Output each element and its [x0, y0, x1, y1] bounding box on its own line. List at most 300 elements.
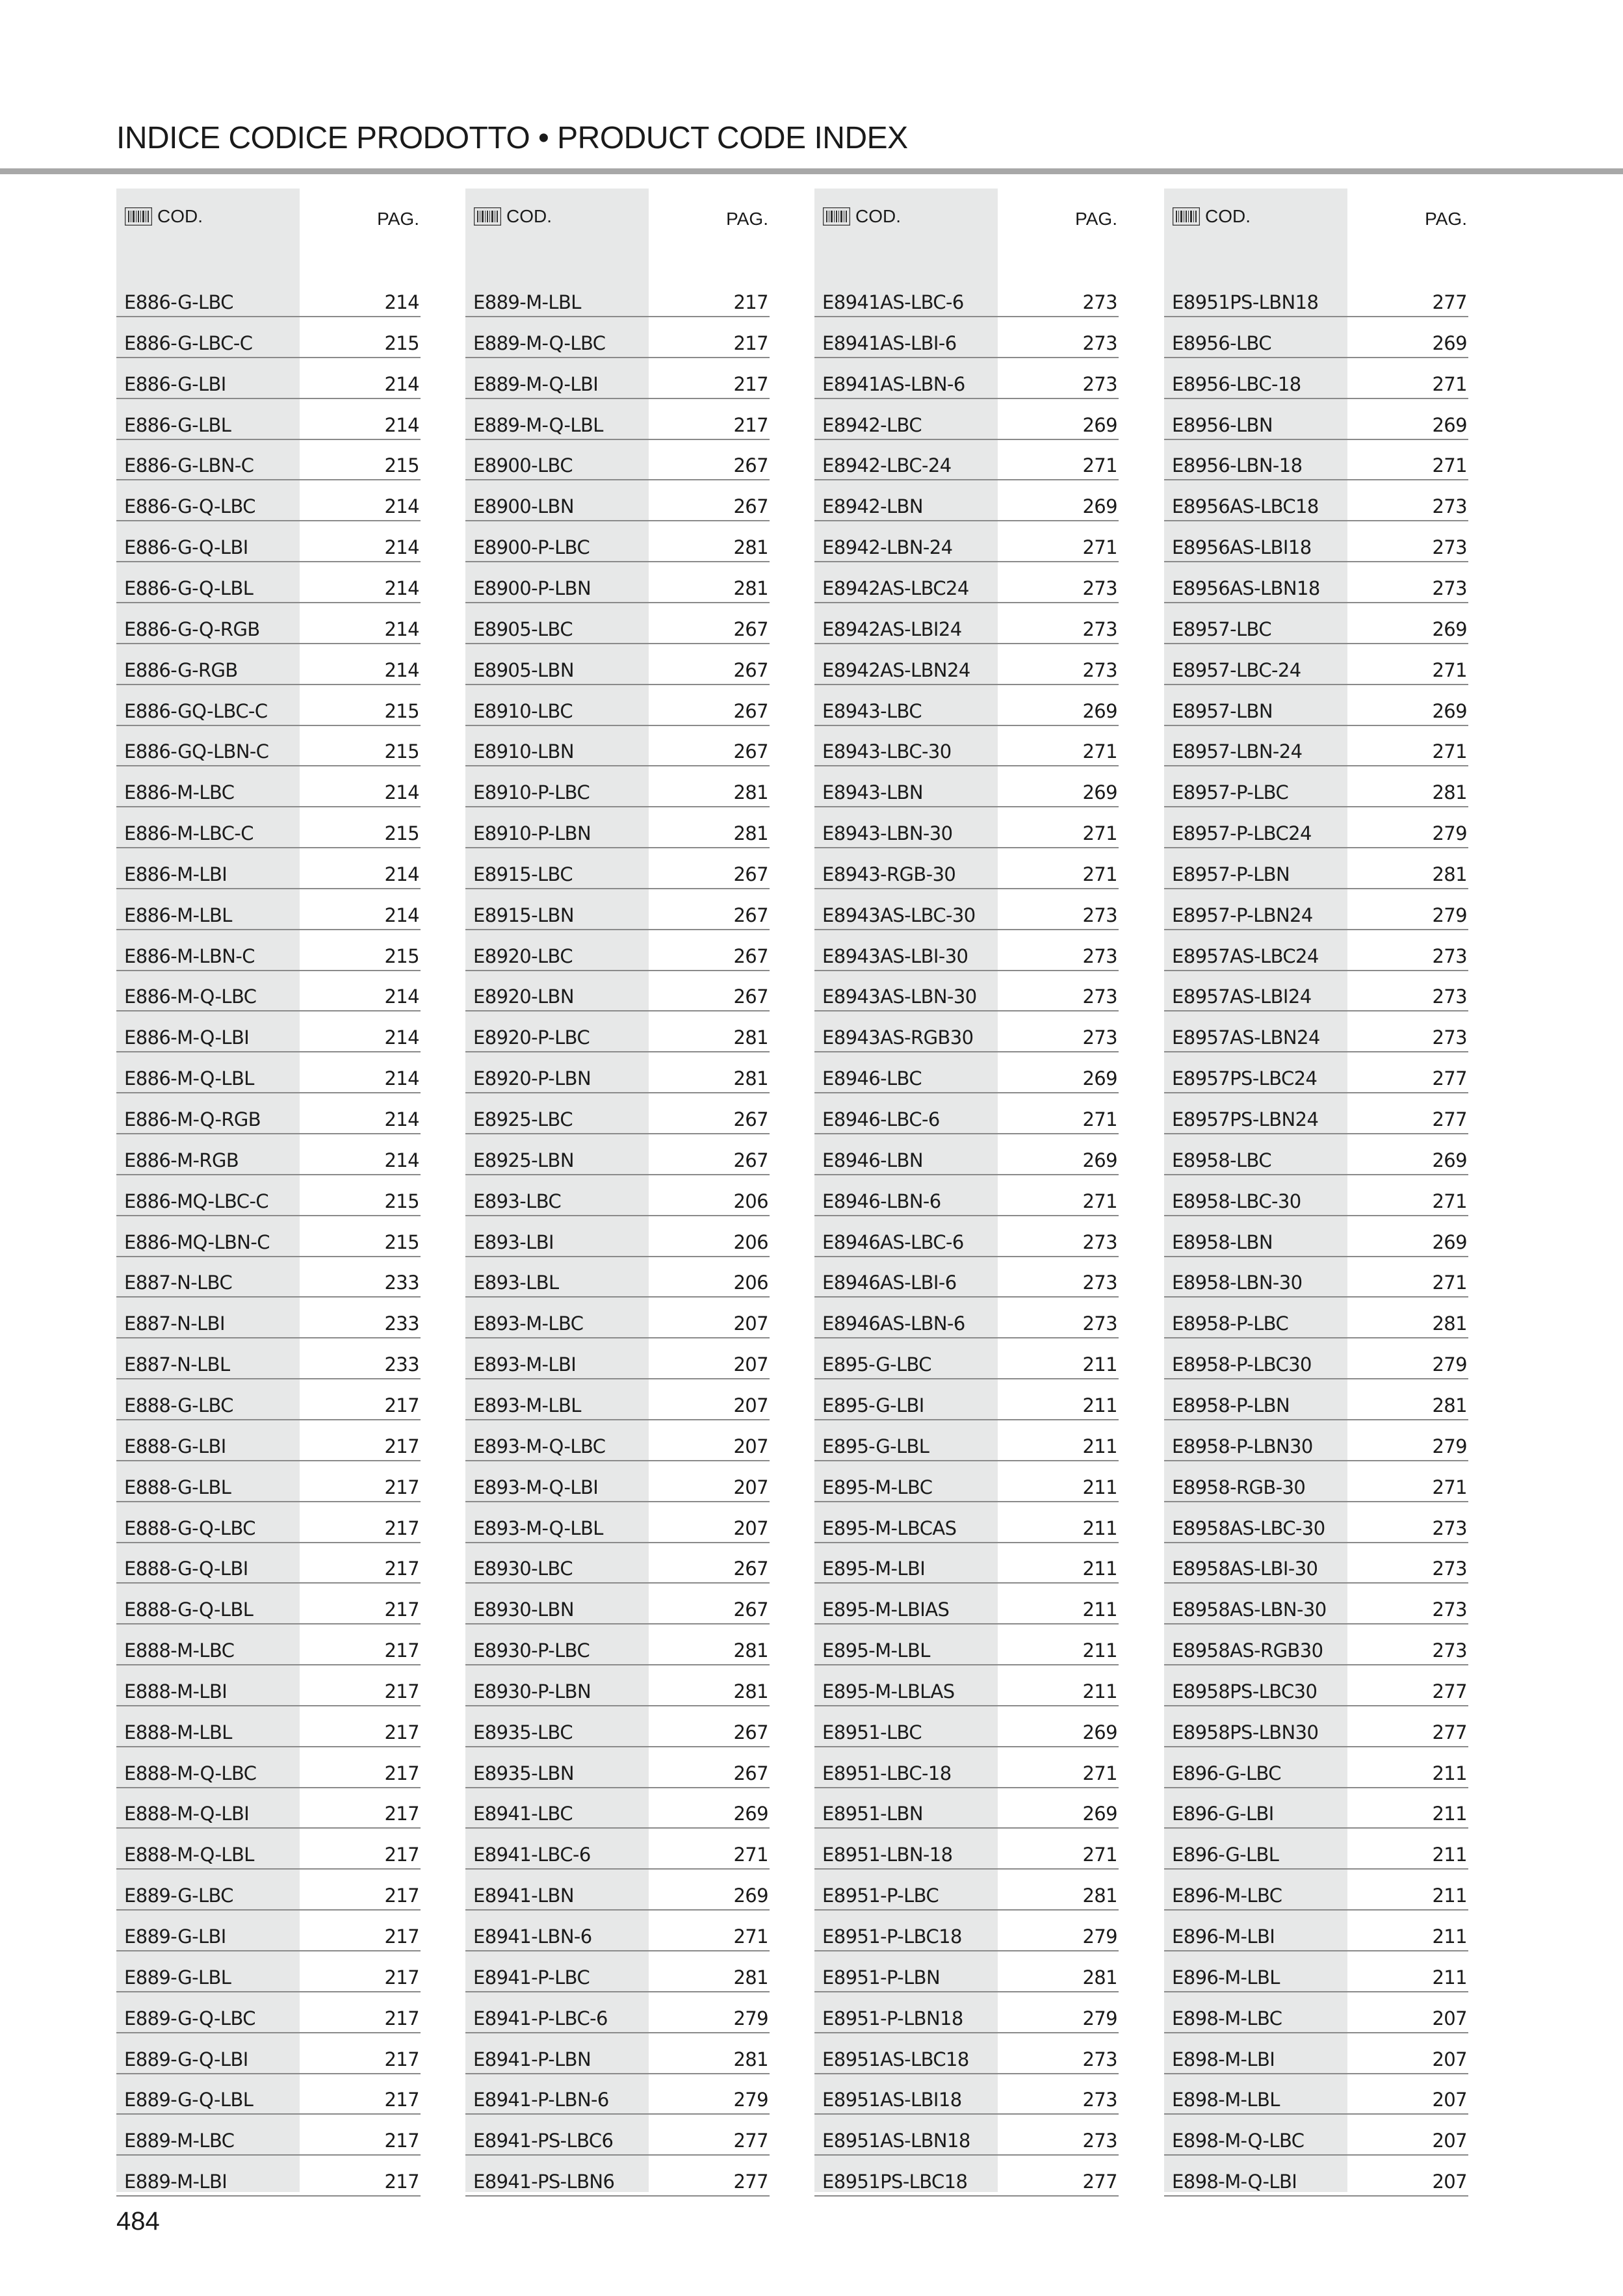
product-code: E8942-LBN: [822, 495, 923, 518]
index-row: [465, 1789, 770, 1829]
product-code: E886-G-LBC: [124, 291, 233, 313]
index-row: [116, 768, 421, 807]
product-code: E8942AS-LBI24: [822, 618, 962, 640]
product-code: E8958-LBN: [1172, 1231, 1273, 1253]
page-header-label: PAG.: [377, 209, 419, 229]
index-row: [1164, 441, 1468, 480]
page-reference: 281: [733, 536, 768, 559]
index-row: [465, 482, 770, 521]
product-code: E893-M-LBL: [473, 1394, 581, 1416]
product-code: E8957PS-LBN24: [1172, 1108, 1319, 1130]
index-row: [116, 1667, 421, 1706]
product-code: E8900-LBC: [473, 454, 573, 477]
product-code: E8943-LBC: [822, 699, 922, 722]
index-row: [465, 1953, 770, 1992]
product-code: E8942-LBC: [822, 413, 922, 436]
page-reference: 211: [1432, 1803, 1467, 1825]
product-code: E8920-LBC: [473, 945, 573, 967]
page-reference: 273: [1432, 536, 1467, 559]
index-row: [814, 1626, 1119, 1665]
index-row: [116, 891, 421, 930]
index-row: [465, 1667, 770, 1706]
product-code: E8958-LBN-30: [1172, 1272, 1303, 1294]
index-row: [1164, 1749, 1468, 1788]
page-reference: 207: [1432, 2130, 1467, 2152]
index-row: [465, 1912, 770, 1951]
product-code: E8910-P-LBC: [473, 781, 590, 804]
page-reference: 211: [1082, 1639, 1117, 1662]
index-row: [1164, 2075, 1468, 2115]
product-code: E8956AS-LBN18: [1172, 577, 1320, 599]
page-reference: 211: [1432, 1925, 1467, 1948]
page-reference: 217: [384, 1762, 419, 1784]
page-reference: 207: [1432, 2171, 1467, 2193]
index-row: [465, 523, 770, 562]
product-code: E8941-P-LBN-6: [473, 2089, 609, 2111]
page-reference: 267: [733, 985, 768, 1008]
index-row: [465, 932, 770, 971]
barcode-icon: [1173, 207, 1200, 226]
product-code: E8941-LBN-6: [473, 1925, 592, 1948]
index-row: [116, 1177, 421, 1216]
index-row: [116, 972, 421, 1011]
page-reference: 214: [384, 536, 419, 559]
index-row: [1164, 1136, 1468, 1175]
product-code: E889-G-LBC: [124, 1885, 233, 1907]
page-reference: 271: [1432, 659, 1467, 681]
product-code: E888-G-Q-LBL: [124, 1598, 253, 1621]
index-row: [465, 891, 770, 930]
index-row: [1164, 850, 1468, 889]
page-reference: 269: [1432, 618, 1467, 640]
product-code: E886-G-LBL: [124, 413, 231, 436]
index-row: [465, 1830, 770, 1870]
index-row: [1164, 809, 1468, 848]
index-row: [116, 727, 421, 766]
product-code: E886-G-RGB: [124, 659, 238, 681]
product-code: E8930-LBN: [473, 1598, 574, 1621]
page-reference: 267: [733, 1149, 768, 1171]
page-reference: 217: [384, 2130, 419, 2152]
index-row: [1164, 1912, 1468, 1951]
page-reference: 277: [1432, 1680, 1467, 1702]
page-reference: 281: [733, 2048, 768, 2070]
index-row: [465, 1054, 770, 1093]
product-code: E898-M-LBL: [1172, 2089, 1280, 2111]
page-reference: 211: [1432, 1885, 1467, 1907]
product-code: E886-M-Q-RGB: [124, 1108, 261, 1130]
page-reference: 269: [1432, 699, 1467, 722]
product-code: E8946-LBN-6: [822, 1190, 941, 1212]
product-code: E8941AS-LBC-6: [822, 291, 964, 313]
index-row: [1164, 686, 1468, 726]
page-reference: 271: [1082, 1108, 1117, 1130]
page-reference: 277: [1082, 2171, 1117, 2193]
index-row: [814, 1912, 1119, 1951]
index-row: [465, 441, 770, 480]
product-code: E886-M-LBC-C: [124, 822, 253, 845]
page-reference: 217: [384, 1476, 419, 1498]
page-reference: 279: [733, 2007, 768, 2029]
code-header: [474, 206, 552, 227]
page-reference: 271: [1432, 454, 1467, 477]
column-header: [465, 189, 770, 252]
page-reference: 233: [384, 1353, 419, 1376]
index-row: [116, 850, 421, 889]
page-reference: 273: [1432, 1517, 1467, 1539]
index-row: [814, 1422, 1119, 1461]
page-reference: 217: [384, 2171, 419, 2193]
product-code: E893-M-Q-LBI: [473, 1476, 599, 1498]
product-code: E888-G-LBC: [124, 1394, 233, 1416]
page-reference: 281: [733, 822, 768, 845]
product-code: E886-G-LBI: [124, 372, 226, 395]
index-row: [1164, 1871, 1468, 1911]
product-code: E889-M-Q-LBI: [473, 372, 599, 395]
page-reference: 267: [733, 659, 768, 681]
code-header-label: COD.: [1205, 206, 1251, 226]
product-code: E889-M-LBL: [473, 291, 581, 313]
index-row: [465, 278, 770, 317]
index-row: [116, 1054, 421, 1093]
product-code: E893-M-LBC: [473, 1312, 584, 1335]
product-code: E895-G-LBI: [822, 1394, 924, 1416]
page-reference: 273: [1432, 1598, 1467, 1621]
page-reference: 269: [1082, 781, 1117, 804]
page-reference: 214: [384, 1108, 419, 1130]
product-code: E893-LBC: [473, 1190, 562, 1212]
page-reference: 273: [1432, 1639, 1467, 1662]
page-reference: 281: [733, 1067, 768, 1090]
index-row: [1164, 1258, 1468, 1298]
page-reference: 217: [733, 413, 768, 436]
index-row: [465, 646, 770, 685]
product-code: E8957-LBN: [1172, 699, 1273, 722]
page-reference: 207: [733, 1517, 768, 1539]
product-code: E898-M-Q-LBI: [1172, 2171, 1297, 2193]
index-row: [814, 2116, 1119, 2156]
index-row: [116, 1218, 421, 1257]
product-code: E8958-LBC-30: [1172, 1190, 1301, 1212]
page-reference: 269: [733, 1885, 768, 1907]
index-row: [465, 1177, 770, 1216]
page-reference: 281: [733, 1639, 768, 1662]
index-row: [465, 359, 770, 399]
page-reference: 267: [733, 1721, 768, 1743]
product-code: E8943AS-LBI-30: [822, 945, 968, 967]
index-row: [465, 727, 770, 766]
product-code: E8925-LBN: [473, 1149, 574, 1171]
index-row: [465, 1463, 770, 1502]
product-code: E8900-P-LBC: [473, 536, 590, 559]
column-header: [116, 189, 421, 252]
page-reference: 273: [1432, 945, 1467, 967]
index-row: [1164, 605, 1468, 644]
index-row: [814, 850, 1119, 889]
page-reference: 269: [1082, 1803, 1117, 1825]
page-reference: 214: [384, 618, 419, 640]
page-reference: 279: [1082, 2007, 1117, 2029]
page-reference: 267: [733, 699, 768, 722]
product-code: E893-LBI: [473, 1231, 554, 1253]
index-row: [1164, 932, 1468, 971]
page-reference: 211: [1432, 1966, 1467, 1989]
product-code: E886-M-Q-LBI: [124, 1026, 250, 1049]
index-row: [465, 972, 770, 1011]
page-title: INDICE CODICE PRODOTTO • PRODUCT CODE INDEX: [116, 121, 908, 155]
product-code: E8957AS-LBI24: [1172, 985, 1312, 1008]
page-reference: 271: [1432, 1190, 1467, 1212]
page-reference: 207: [1432, 2007, 1467, 2029]
product-code: E8946-LBN: [822, 1149, 923, 1171]
page-reference: 214: [384, 372, 419, 395]
index-row: [1164, 2035, 1468, 2074]
index-row: [116, 2035, 421, 2074]
page-reference: 267: [733, 1558, 768, 1580]
product-code: E8900-P-LBN: [473, 577, 591, 599]
page-reference: 214: [384, 985, 419, 1008]
page-reference: 281: [1432, 781, 1467, 804]
page-reference: 271: [1082, 863, 1117, 885]
index-row: [814, 891, 1119, 930]
index-row: [116, 1013, 421, 1052]
index-row: [1164, 1830, 1468, 1870]
product-code: E8925-LBC: [473, 1108, 573, 1130]
index-row: [814, 972, 1119, 1011]
page-reference: 211: [1082, 1435, 1117, 1457]
index-row: [465, 605, 770, 644]
index-row: [116, 932, 421, 971]
index-row: [465, 1381, 770, 1420]
page-reference: 277: [1432, 1108, 1467, 1130]
index-row: [116, 605, 421, 644]
page-reference: 269: [1082, 1067, 1117, 1090]
page-reference: 273: [1082, 2130, 1117, 2152]
page-reference: 273: [1082, 1312, 1117, 1335]
index-row: [814, 686, 1119, 726]
page-reference: 214: [384, 1026, 419, 1049]
product-code: E888-M-LBI: [124, 1680, 227, 1702]
product-code: E8930-P-LBC: [473, 1639, 590, 1662]
page-reference: 217: [733, 372, 768, 395]
product-code: E8943-LBN: [822, 781, 923, 804]
product-code: E8956AS-LBC18: [1172, 495, 1319, 518]
index-row: [814, 1299, 1119, 1338]
product-code: E8951AS-LBN18: [822, 2130, 970, 2152]
product-code: E8958-P-LBN30: [1172, 1435, 1313, 1457]
index-row: [1164, 1381, 1468, 1420]
index-row: [1164, 1585, 1468, 1624]
index-row: [814, 278, 1119, 317]
index-row: [1164, 1299, 1468, 1338]
page-reference: 217: [384, 1598, 419, 1621]
product-code: E886-G-Q-LBI: [124, 536, 248, 559]
index-row: [465, 2157, 770, 2197]
index-row: [814, 1095, 1119, 1134]
product-code: E889-G-LBL: [124, 1966, 231, 1989]
index-row: [814, 1218, 1119, 1257]
page-reference: 269: [1432, 1149, 1467, 1171]
page-reference: 207: [733, 1476, 768, 1498]
product-code: E896-M-LBI: [1172, 1925, 1275, 1948]
product-code: E8942AS-LBN24: [822, 659, 970, 681]
product-code: E8957-LBN-24: [1172, 740, 1303, 763]
index-row: [465, 1422, 770, 1461]
page-reference: 214: [384, 863, 419, 885]
page-reference: 273: [1082, 945, 1117, 967]
product-code: E886-M-LBL: [124, 904, 232, 926]
page-reference: 217: [384, 1803, 419, 1825]
index-row: [116, 1095, 421, 1134]
page-reference: 211: [1082, 1558, 1117, 1580]
page-reference: 271: [1432, 740, 1467, 763]
page-header-label: PAG.: [1425, 209, 1467, 229]
index-row: [465, 1585, 770, 1624]
product-code: E8958-P-LBC30: [1172, 1353, 1312, 1376]
index-row: [1164, 2116, 1468, 2156]
product-code: E8942AS-LBC24: [822, 577, 969, 599]
page-reference: 206: [733, 1190, 768, 1212]
index-row: [465, 1749, 770, 1788]
barcode-icon: [823, 207, 850, 226]
page-reference: 279: [733, 2089, 768, 2111]
page-reference: 271: [1432, 1476, 1467, 1498]
index-row: [465, 319, 770, 358]
product-code: E8958-RGB-30: [1172, 1476, 1306, 1498]
index-row: [116, 2075, 421, 2115]
page-reference: 211: [1432, 1762, 1467, 1784]
page-reference: 267: [733, 945, 768, 967]
index-row: [814, 727, 1119, 766]
page-reference: 217: [384, 1680, 419, 1702]
page-reference: 277: [733, 2130, 768, 2152]
product-code: E8957-LBC: [1172, 618, 1271, 640]
index-row: [116, 400, 421, 440]
product-code: E888-G-Q-LBC: [124, 1517, 255, 1539]
product-code: E8956-LBC-18: [1172, 372, 1301, 395]
page-reference: 211: [1082, 1598, 1117, 1621]
index-row: [116, 1830, 421, 1870]
page-reference: 273: [1082, 2089, 1117, 2111]
product-code: E893-M-Q-LBL: [473, 1517, 603, 1539]
index-row: [116, 523, 421, 562]
page-reference: 267: [733, 1598, 768, 1621]
index-row: [814, 1544, 1119, 1584]
index-row: [814, 768, 1119, 807]
product-code: E8946AS-LBI-6: [822, 1272, 957, 1294]
product-code: E895-M-LBC: [822, 1476, 933, 1498]
product-code: E8941-LBC-6: [473, 1844, 591, 1866]
index-column: [465, 189, 771, 2192]
page-reference: 214: [384, 577, 419, 599]
page-reference: 217: [384, 1885, 419, 1907]
index-row: [465, 1708, 770, 1747]
index-row: [465, 768, 770, 807]
product-code: E8956-LBN-18: [1172, 454, 1303, 477]
code-header-label: COD.: [855, 206, 901, 226]
product-code: E8951-P-LBC: [822, 1885, 939, 1907]
index-row: [116, 1871, 421, 1911]
page-reference: 279: [1082, 1925, 1117, 1948]
product-code: E8942-LBN-24: [822, 536, 953, 559]
index-row: [1164, 727, 1468, 766]
index-row: [1164, 278, 1468, 317]
index-row: [1164, 646, 1468, 685]
index-row: [116, 1136, 421, 1175]
index-row: [465, 1504, 770, 1543]
page-reference: 279: [1432, 1435, 1467, 1457]
product-code: E886-G-Q-LBC: [124, 495, 255, 518]
index-row: [814, 1789, 1119, 1829]
index-row: [814, 1749, 1119, 1788]
page-reference: 273: [1432, 577, 1467, 599]
product-code: E8951-LBC-18: [822, 1762, 952, 1784]
index-row: [814, 1667, 1119, 1706]
index-row: [814, 1258, 1119, 1298]
page-reference: 279: [1432, 904, 1467, 926]
page-reference: 281: [733, 1026, 768, 1049]
page-reference: 277: [1432, 1721, 1467, 1743]
page-reference: 273: [1082, 985, 1117, 1008]
product-code: E8915-LBN: [473, 904, 574, 926]
product-code: E8941-P-LBC: [473, 1966, 590, 1989]
index-row: [465, 1013, 770, 1052]
product-code: E8941-PS-LBC6: [473, 2130, 614, 2152]
product-code: E8957PS-LBC24: [1172, 1067, 1318, 1090]
page-reference: 281: [1432, 863, 1467, 885]
product-code: E888-M-Q-LBL: [124, 1844, 254, 1866]
page-reference: 267: [733, 495, 768, 518]
page-reference: 269: [1082, 413, 1117, 436]
page-reference: 267: [733, 740, 768, 763]
product-code: E8910-LBN: [473, 740, 574, 763]
page-reference: 269: [1082, 495, 1117, 518]
page-reference: 271: [1082, 536, 1117, 559]
index-row: [1164, 1054, 1468, 1093]
index-row: [116, 1463, 421, 1502]
product-code: E896-M-LBC: [1172, 1885, 1282, 1907]
index-row: [814, 1177, 1119, 1216]
page-reference: 267: [733, 904, 768, 926]
product-code: E895-M-LBCAS: [822, 1517, 957, 1539]
index-row: [814, 2157, 1119, 2197]
index-row: [1164, 1667, 1468, 1706]
page-reference: 211: [1082, 1394, 1117, 1416]
page-reference: 269: [733, 1803, 768, 1825]
product-code: E8958-LBC: [1172, 1149, 1271, 1171]
index-row: [465, 809, 770, 848]
product-code: E889-M-Q-LBC: [473, 332, 606, 354]
index-row: [116, 1381, 421, 1420]
product-code: E886-M-LBC: [124, 781, 235, 804]
index-row: [1164, 1177, 1468, 1216]
page-reference: 271: [1082, 1190, 1117, 1212]
index-row: [814, 564, 1119, 603]
page-reference: 217: [384, 1394, 419, 1416]
page-reference: 273: [1082, 332, 1117, 354]
product-code: E8956-LBC: [1172, 332, 1271, 354]
index-row: [465, 1626, 770, 1665]
index-row: [814, 1871, 1119, 1911]
product-code: E8942-LBC-24: [822, 454, 952, 477]
product-code: E8941-PS-LBN6: [473, 2171, 615, 2193]
page-reference: 217: [384, 1925, 419, 1948]
product-code: E8951AS-LBI18: [822, 2089, 962, 2111]
product-code: E8943-LBN-30: [822, 822, 953, 845]
page-reference: 269: [1432, 413, 1467, 436]
page-reference: 214: [384, 291, 419, 313]
page-reference: 267: [733, 863, 768, 885]
